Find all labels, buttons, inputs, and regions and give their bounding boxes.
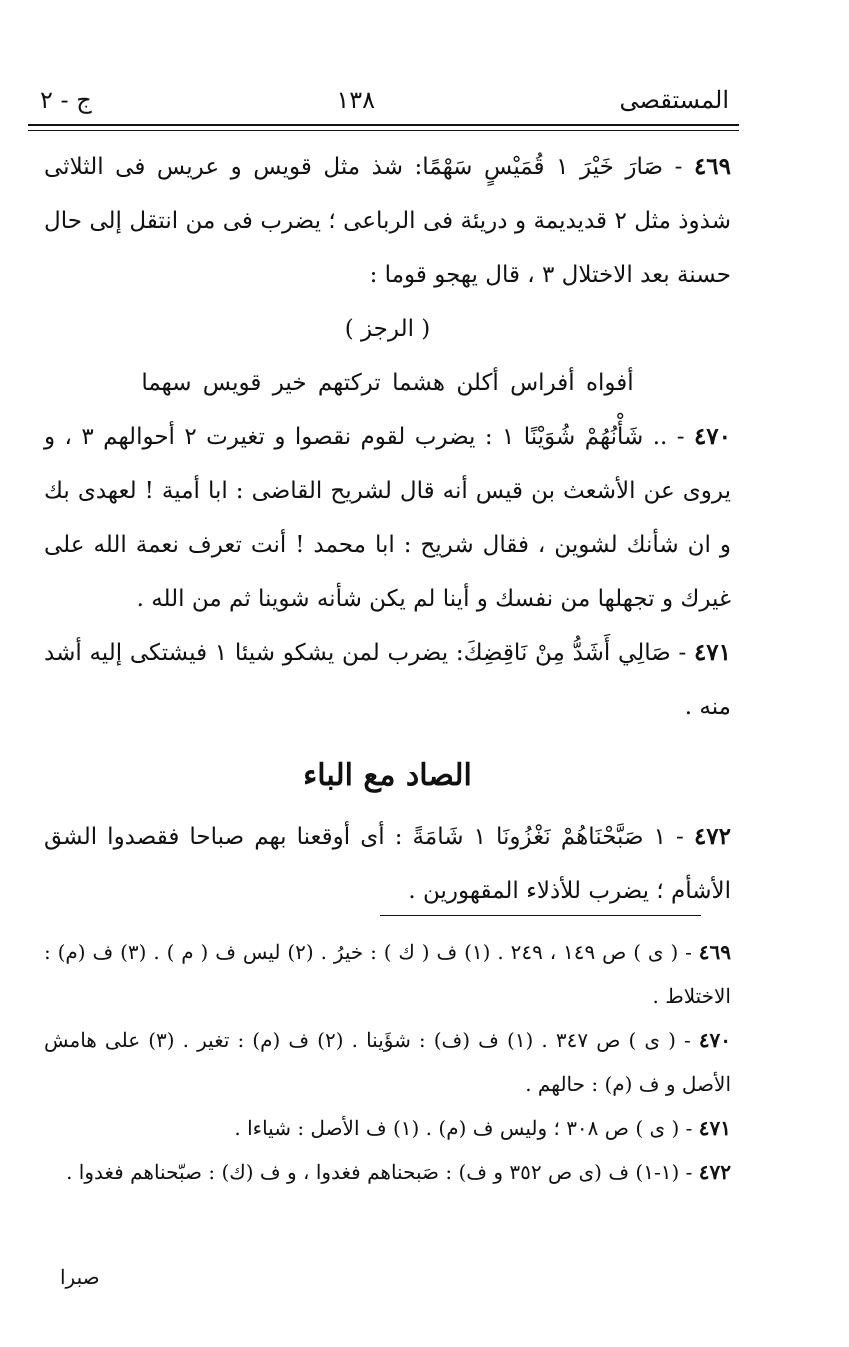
footnote	[44, 1106, 731, 1150]
footnote	[44, 930, 731, 1018]
footnote-text: - ( ى ) ص ١٤٩ ، ٢٤٩ . (١) ف ( ك ) : خيرُ . (٢) ليس ف ( م ) . (٣) ف (م) : الاختلاط .	[44, 940, 731, 1008]
footnote-number: ٤٦٩	[698, 940, 732, 964]
footnote	[44, 1150, 731, 1194]
footnote-text: - ( ى ) ص ٣٤٧ . (١) ف (ف) : شؤَينا . (٢) ف (م) : تغير . (٣) على هامش الأصل و ف (م) : حالهم .	[44, 1028, 731, 1096]
footnotes	[44, 930, 731, 1194]
entry-text: - ١ صَبَّحْنَاهُمْ نَغْزُونَا ١ شَامَةً : أى أوقعنا بهم صباحا فقصدوا الشق الأشأم ؛ يضرب للأذلاء المقهورين .	[44, 824, 731, 904]
proverb-entry	[44, 410, 731, 626]
header-rule-thin	[28, 130, 739, 131]
entry-number: ٤٦٩	[693, 153, 732, 180]
proverb-entry	[44, 810, 731, 918]
verse-meter: ( الرجز )	[344, 316, 431, 342]
entry-text: - .. شَأْنُهُمْ شُوَيْنًا ١ : يضرب لقوم نقصوا و تغيرت ٢ أحوالهم ٣ ، و يروى عن الأشعث بن قيس أنه قال لشريح القاضى : ابا أمية ! لعهدى بك و ان شأنك لشوين ، فقال شريح : ابا محمد ! أنت تعرف نعمة الله على غيرك و تجهلها من نفسك و أينا لم يكن شأنه شوينا ثم من الله .	[44, 424, 731, 612]
footnote-number: ٤٧٠	[698, 1028, 732, 1052]
footnote-number: ٤٧٢	[698, 1160, 731, 1184]
section-heading: الصاد مع الباء	[303, 758, 472, 793]
entry-text: - صَالِي أَشَدُّ مِنْ نَاقِضِكَ: يضرب لمن يشكو شيئا ١ فيشتكى إليه أشد منه .	[44, 640, 731, 720]
footnote	[44, 1018, 731, 1106]
entry-number: ٤٧١	[693, 639, 732, 666]
footnote-text: - (١-١) ف (ى ص ٣٥٢ و ف) : صَبحناهم فغدوا ، و ف (ك) : صبّحناهم فغدوا .	[66, 1160, 693, 1184]
footnote-rule	[380, 915, 701, 916]
proverb-entry	[44, 140, 731, 302]
footnote-text: - ( ى ) ص ٣٠٨ ؛ وليس ف (م) . (١) ف الأصل : شياءا .	[234, 1116, 693, 1140]
page-number: ١٣٨	[336, 86, 375, 114]
page-header	[40, 80, 729, 120]
entry-number: ٤٧٠	[693, 423, 732, 450]
catchword: صبرا	[60, 1265, 100, 1289]
header-rule-thick	[28, 124, 739, 126]
proverb-entry	[44, 626, 731, 734]
entry-number: ٤٧٢	[693, 823, 731, 850]
entry-text: - صَارَ خَيْرَ ١ قُمَيْسٍ سَهْمًا: شذ مثل قويس و عريس فى الثلاثى شذوذ مثل ٢ قديديمة و دريئة فى الرباعى ؛ يضرب فى من انتقل إلى حال حسنة بعد الاختلال ٣ ، قال يهجو قوما :	[44, 154, 732, 288]
volume-label: ج - ٢	[40, 86, 92, 114]
footnote-number: ٤٧١	[698, 1116, 731, 1140]
verse-line: أفواه أفراس أكلن هشما تركتهم خير قويس سهما	[141, 370, 634, 396]
book-title: المستقصى	[619, 86, 729, 114]
main-text	[44, 140, 731, 918]
